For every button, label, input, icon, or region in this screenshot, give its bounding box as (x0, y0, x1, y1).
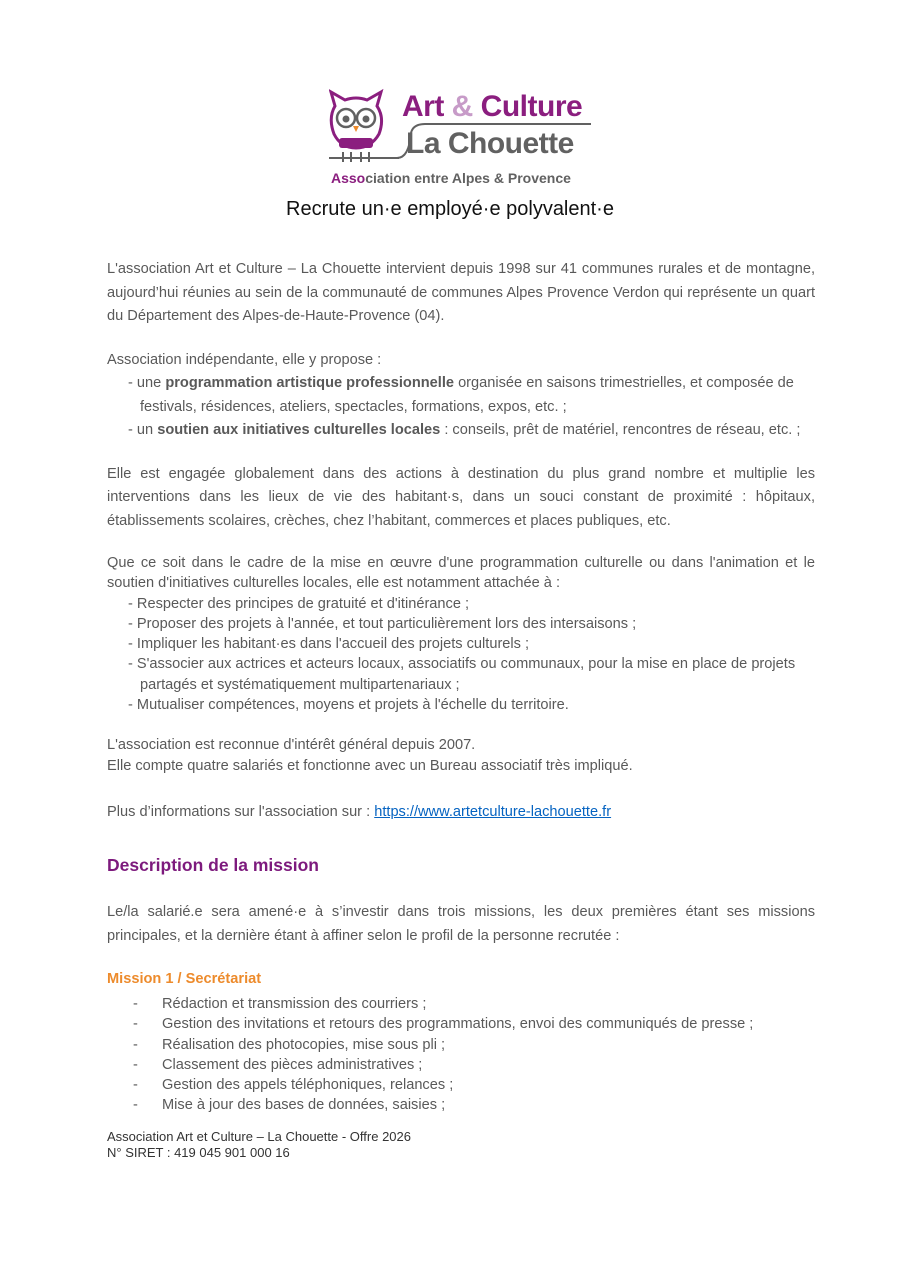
more-info-label: Plus d’informations sur l'association sur : (107, 803, 375, 820)
list-item-text: Classement des pièces administratives ; (162, 1056, 423, 1073)
recognition-line-2: Elle compte quatre salariés et fonctionne avec un Bureau associatif très impliqué. (107, 757, 633, 774)
association-description (107, 258, 815, 824)
logo-tagline-rest: ciation entre Alpes & Provence (365, 170, 571, 186)
list-item (107, 1095, 815, 1115)
logo-title-line2: La Chouette (406, 127, 574, 160)
list-item (107, 1035, 815, 1055)
list-item (107, 1075, 815, 1095)
list-item-text: Mise à jour des bases de données, saisies ; (162, 1097, 446, 1114)
proposes-item-1-prefix: - une (128, 375, 166, 391)
logo-tagline-accent: Asso (331, 170, 366, 186)
mission-heading: Description de la mission (107, 855, 319, 875)
attached-item-3: - Impliquer les habitant·es dans l'accueil des projets culturels ; (128, 636, 530, 653)
list-item (107, 1055, 815, 1075)
attached-lead: Que ce soit dans le cadre de la mise en œuvre d'une programmation culturelle ou dans l'animation et le soutien d'initiatives culturelles locales, elle est notamment attachée à : (107, 555, 815, 592)
proposes-item-2-rest: : conseils, prêt de matériel, rencontres de réseau, etc. ; (440, 422, 801, 438)
list-item-text: Rédaction et transmission des courriers ; (162, 996, 427, 1012)
attached-item-1: - Respecter des principes de gratuité et d'itinérance ; (128, 595, 470, 612)
list-item (107, 994, 815, 1014)
dash-bullet: - (133, 1016, 138, 1033)
proposes-item-1-rest: organisée en saisons trimestrielles, et composée de (454, 375, 794, 391)
proposes-item-1 (107, 372, 815, 396)
attached-item-4-continued: partagés et systématiquement multipartenariaux ; (140, 676, 460, 693)
logo-title-line1 (402, 90, 582, 124)
proposes-lead: Association indépendante, elle y propose : (107, 351, 382, 368)
list-item-text: Gestion des appels téléphoniques, relances ; (162, 1077, 454, 1094)
page-title: Recrute un·e employé·e polyvalent·e (286, 198, 614, 220)
attached-item-2: - Proposer des projets à l'année, et tout particulièrement lors des intersaisons ; (128, 615, 637, 632)
association-logo (329, 88, 594, 188)
dash-bullet: - (133, 1036, 138, 1053)
engagement-paragraph: Elle est engagée globalement dans des actions à destination du plus grand nombre et multiplie les interventions dans les lieux de vie des habitant·s, dans un souci constant de proximité : hôpitaux, établissements scolaires, crèches, chez l’habitant, commerces et places publiques, etc. (107, 465, 815, 529)
more-info-line (107, 801, 815, 825)
list-item (107, 1014, 815, 1034)
footer-line-1: Association Art et Culture – La Chouette - Offre 2026 (107, 1129, 411, 1144)
website-link[interactable]: https://www.artetculture-lachouette.fr (374, 803, 612, 820)
attached-item-5: - Mutualiser compétences, moyens et projets à l'échelle du territoire. (128, 697, 569, 714)
list-item-text: Réalisation des photocopies, mise sous pli ; (162, 1036, 446, 1053)
logo-art-text: Art (402, 90, 452, 123)
page-footer (107, 1129, 411, 1161)
proposes-item-2 (107, 419, 815, 443)
logo-ampersand: & (451, 90, 473, 123)
dash-bullet: - (133, 1097, 138, 1114)
mission-1-list (107, 994, 815, 1116)
proposes-item-1-continued: festivals, résidences, ateliers, spectacles, formations, expos, etc. ; (140, 398, 567, 415)
attached-item-4: - S'associer aux actrices et acteurs locaux, associatifs ou communaux, pour la mise en place de projets (128, 656, 796, 673)
recognition-line-1: L'association est reconnue d'intérêt général depuis 2007. (107, 737, 476, 754)
dash-bullet: - (133, 996, 138, 1012)
proposes-item-2-bold: soutien aux initiatives culturelles locales (157, 422, 441, 438)
proposes-item-1-bold: programmation artistique professionnelle (165, 375, 455, 391)
list-item-text: Gestion des invitations et retours des programmations, envoi des communiqués de presse ; (162, 1016, 754, 1033)
footer-siret: N° SIRET : 419 045 901 000 16 (107, 1145, 290, 1160)
intro-paragraph: L'association Art et Culture – La Chouette intervient depuis 1998 sur 41 communes rurales et de montagne, aujourd’hui réunies au sein de la communauté de communes Alpes Provence Verdon qui représente un quart du Département des Alpes-de-Haute-Provence (04). (107, 261, 815, 324)
mission-intro: Le/la salarié.e sera amené·e à s’investir dans trois missions, les deux premières étant ses missions principales, et la dernière étant à affiner selon le profil de la personne recrutée : (107, 904, 815, 944)
mission-1-heading: Mission 1 / Secrétariat (107, 971, 262, 987)
logo-culture-text: Culture (472, 90, 583, 123)
proposes-item-2-prefix: - un (128, 422, 158, 438)
dash-bullet: - (133, 1056, 138, 1073)
dash-bullet: - (133, 1077, 138, 1094)
logo-tagline (331, 170, 571, 186)
